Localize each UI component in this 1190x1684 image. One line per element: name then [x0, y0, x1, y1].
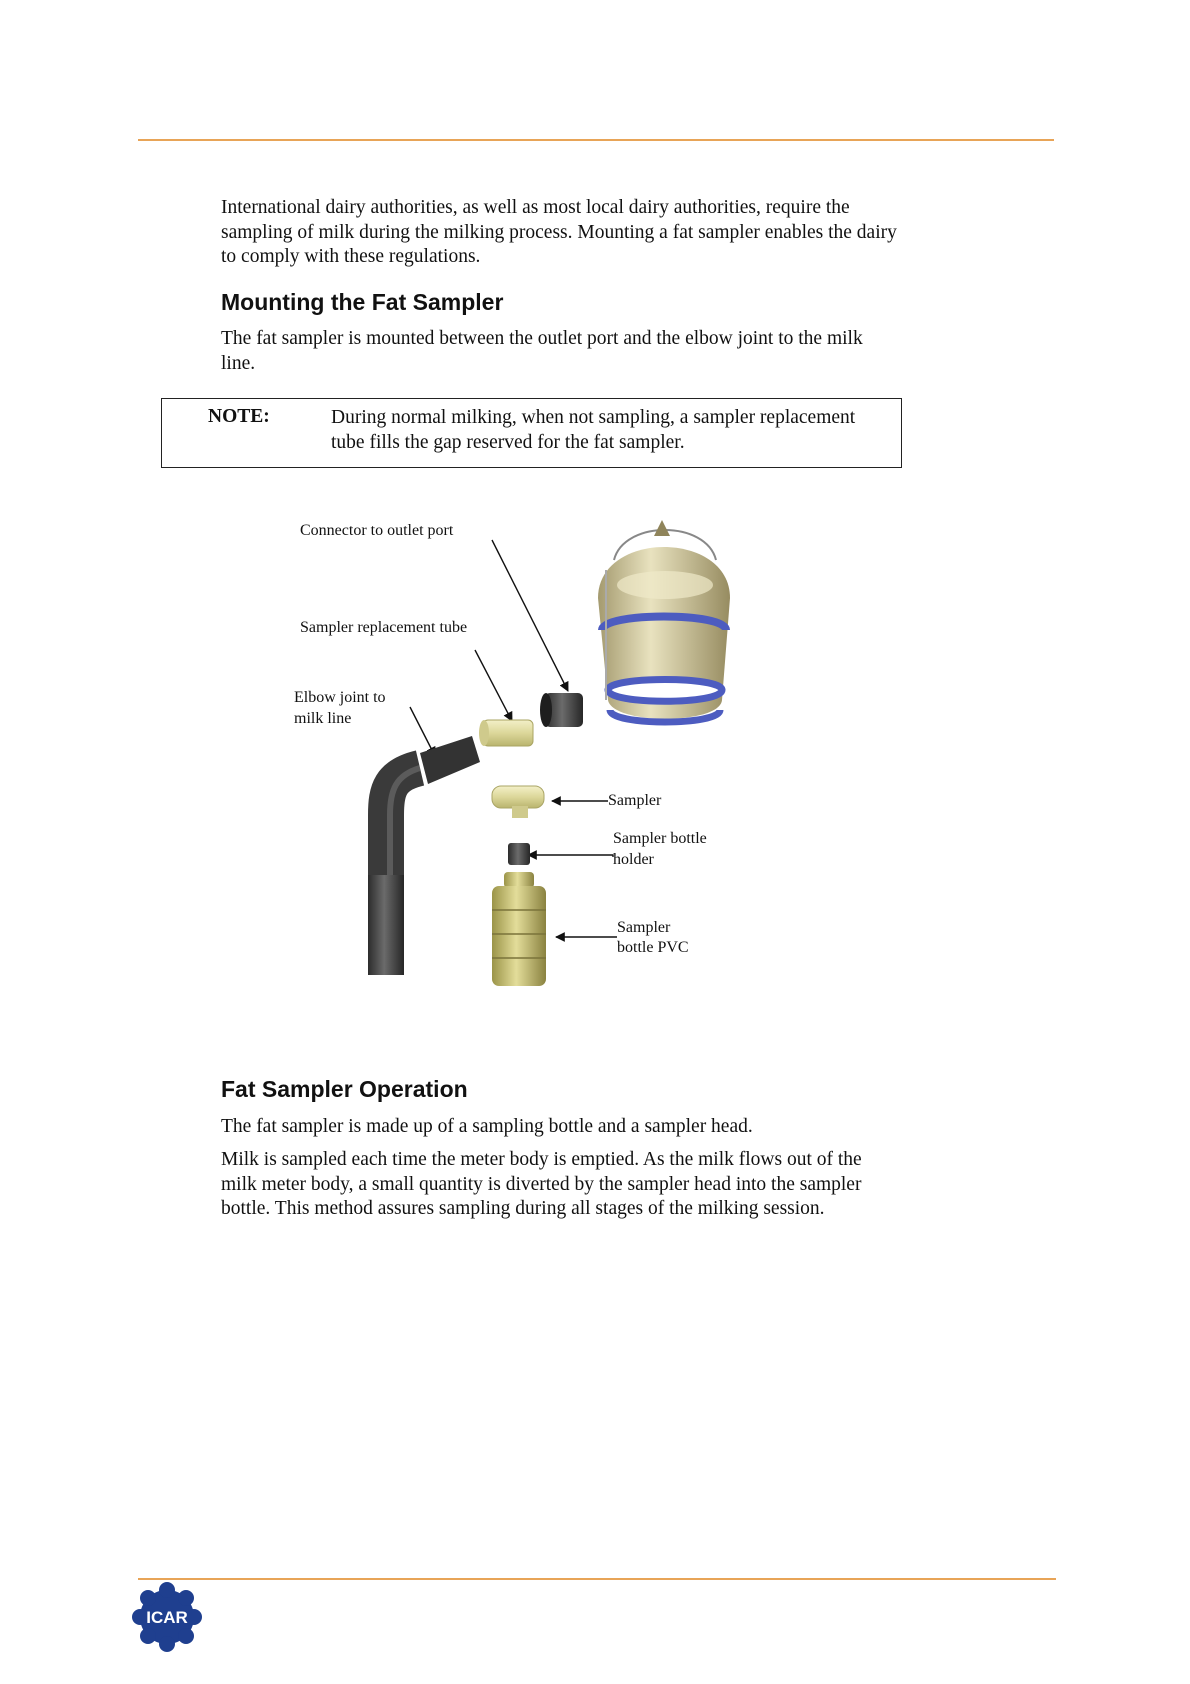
note-label: NOTE:: [208, 406, 270, 427]
label-holder-line1: Sampler bottle: [613, 830, 707, 847]
icar-logo: [132, 1582, 202, 1652]
outlet-connector-illustration: [540, 693, 583, 727]
replacement-tube-illustration: [479, 720, 533, 746]
sampler-bottle-illustration: [492, 872, 546, 986]
header-rule: [138, 139, 1054, 141]
arrow-elbow: [410, 707, 435, 756]
bottle-holder-illustration: [508, 843, 530, 865]
operation-paragraph-1: The fat sampler is made up of a sampling bottle and a sampler head.: [221, 1116, 753, 1137]
note-box: [161, 398, 902, 468]
milk-meter-illustration: [598, 520, 730, 722]
arrow-replacement-tube: [475, 650, 512, 721]
label-elbow-line1: Elbow joint to: [294, 689, 386, 706]
label-replacement-tube: Sampler replacement tube: [300, 619, 468, 636]
arrow-connector: [492, 540, 568, 691]
label-holder-line2: holder: [613, 851, 654, 868]
mounting-description: The fat sampler is mounted between the outlet port and the elbow joint to the milk line.: [221, 328, 863, 374]
sampler-illustration: [492, 786, 544, 818]
operation-heading: Fat Sampler Operation: [221, 1076, 468, 1102]
label-bottle-line2: bottle PVC: [617, 939, 689, 956]
note-text: During normal milking, when not sampling, a sampler replacement tube fills the gap reserved for the fat sampler.: [331, 407, 856, 453]
label-connector: Connector to outlet port: [300, 522, 454, 539]
label-bottle-line1: Sampler: [617, 919, 671, 936]
footer-rule: [138, 1578, 1056, 1580]
mounting-heading: Mounting the Fat Sampler: [221, 289, 504, 315]
label-elbow-line2: milk line: [294, 710, 352, 727]
operation-paragraph-2: Milk is sampled each time the meter body is emptied. As the milk flows out of the milk meter body, a small quantity is diverted by the sampler head into the sampler bottle. This method assures sampling during all stages of the milking session.: [221, 1149, 862, 1219]
arrow-holder: [528, 855, 613, 857]
label-sampler: Sampler: [608, 792, 662, 809]
intro-paragraph: International dairy authorities, as well as most local dairy authorities, require the sampling of milk during the milking process. Mounting a fat sampler enables the dairy to comply with these regulations.: [221, 197, 897, 267]
fat-sampler-diagram: [270, 500, 770, 1000]
icar-logo-text: ICAR: [146, 1608, 188, 1627]
